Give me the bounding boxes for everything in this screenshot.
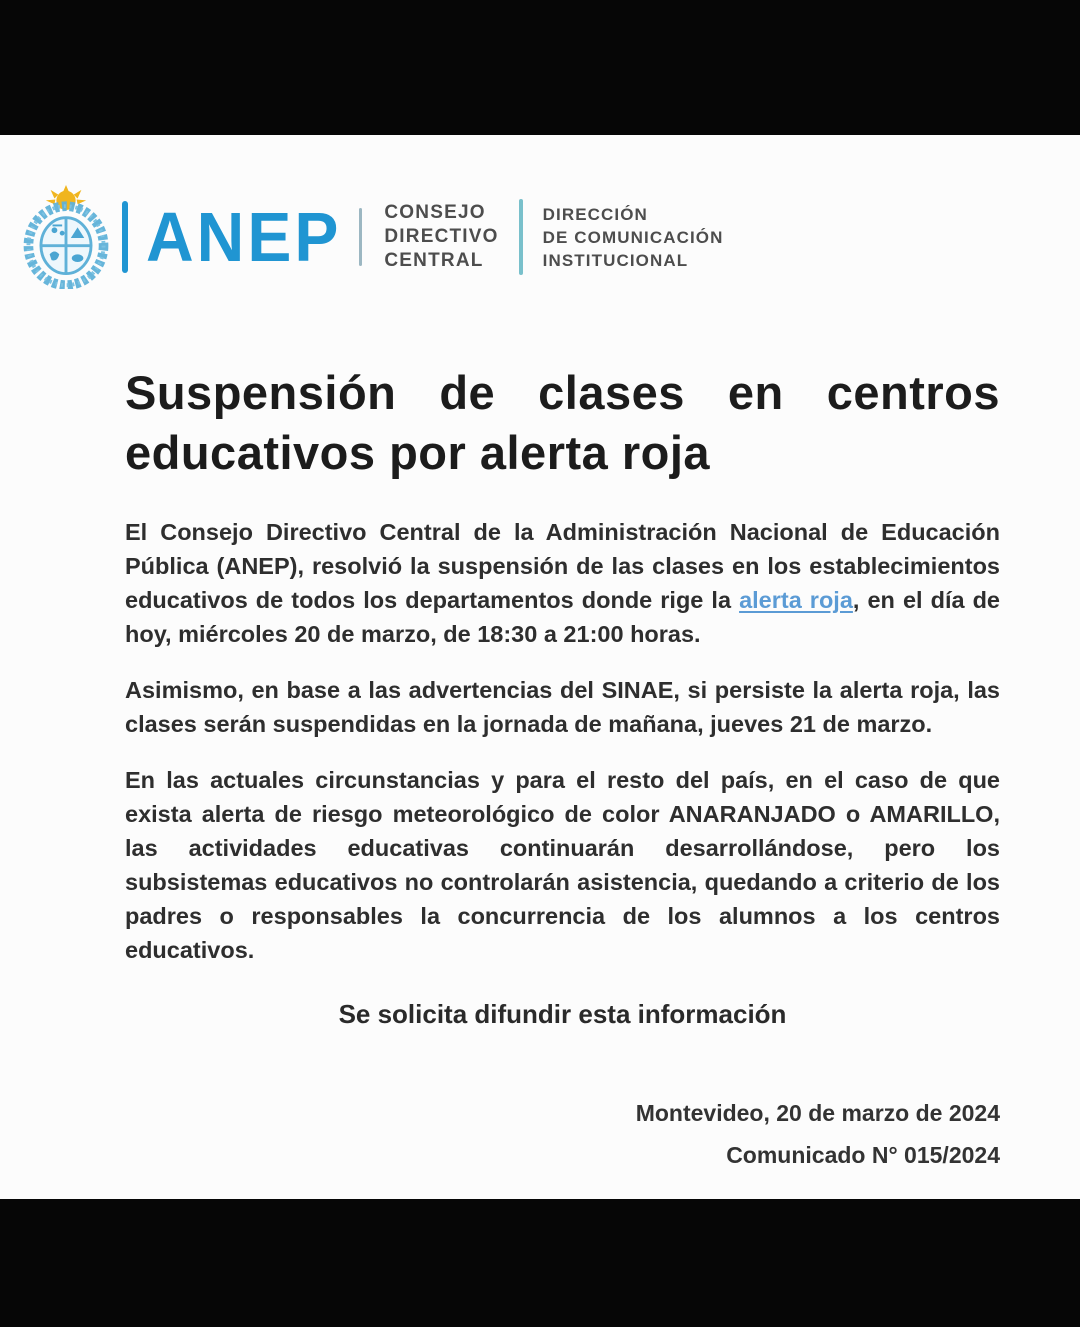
org-unit-line: INSTITUCIONAL (542, 250, 689, 270)
anep-wordmark: ANEP (146, 198, 342, 276)
paragraph-resolution-pre: El Consejo Directivo Central de la Administración Nacional de Educación Pública (ANEP), resolvió la suspensión de las clases en los establecimientos educativos de todos los departamentos donde rige la (125, 519, 1000, 613)
paragraph-resolution-post: , en el día de hoy, miércoles 20 de marzo, de 18:30 a 21:00 horas. (125, 587, 1001, 647)
alerta-roja-link[interactable]: alerta roja (739, 587, 853, 613)
bottom-letterbox-bar (0, 1199, 1080, 1327)
paragraph-resolution (125, 515, 1000, 651)
paragraph-other-alerts: En las actuales circunstancias y para el resto del país, en el caso de que exista alerta de riesgo meteorológico de color ANARANJADO o AMARILLO, las actividades educativas continuarán desarrollándose, pero los subsistemas educativos no controlarán asistencia, quedando a criterio de los padres o responsables la concurrencia de los alumnos a los centros educativos. (125, 767, 1000, 963)
communique-content (125, 363, 1000, 1176)
top-letterbox-bar (0, 0, 1080, 135)
uruguay-coat-of-arms-icon (22, 185, 110, 289)
diffusion-request-line: Se solicita difundir esta información (338, 999, 787, 1029)
page-title (125, 363, 1000, 483)
page-title-line1: Suspensión de clases en centros (125, 366, 1000, 419)
logo-separator-teal (519, 199, 523, 275)
org-unit-consejo-directivo-central (384, 201, 498, 273)
page-title-line2: educativos por alerta roja (125, 426, 711, 479)
signature-block (125, 1092, 1000, 1176)
bulletin-number-line: Comunicado N° 015/2024 (726, 1142, 1000, 1168)
place-date-line: Montevideo, 20 de marzo de 2024 (635, 1100, 1000, 1126)
logo-separator-slate (359, 208, 362, 266)
org-unit-line: CONSEJO (384, 202, 486, 223)
org-unit-line: CENTRAL (384, 250, 484, 271)
logo-separator-blue (122, 201, 128, 273)
org-unit-line: DIRECTIVO (384, 226, 499, 247)
org-unit-line: DE COMUNICACIÓN (542, 227, 724, 247)
header-logo-row (22, 185, 723, 289)
communique-page (0, 135, 1080, 1199)
org-unit-direccion-comunicacion (543, 203, 724, 272)
org-unit-line: DIRECCIÓN (542, 204, 648, 224)
paragraph-sinae-warning: Asimismo, en base a las advertencias del SINAE, si persiste la alerta roja, las clases serán suspendidas en la jornada de mañana, jueves 21 de marzo. (125, 677, 1000, 737)
